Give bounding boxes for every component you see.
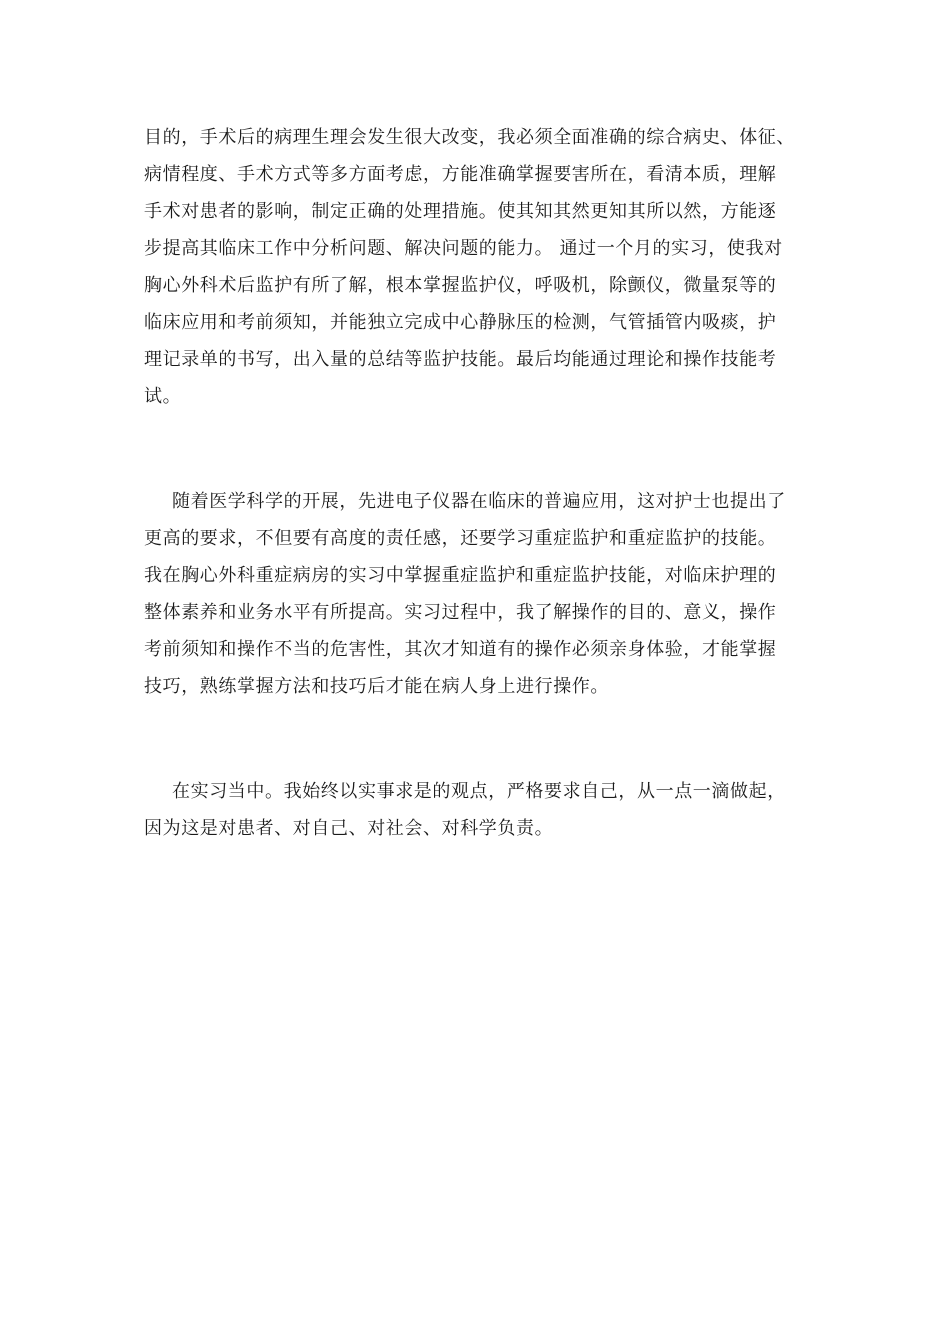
paragraph-line: 步提高其临床工作中分析问题、解决问题的能力。 通过一个月的实习，使我对 xyxy=(144,238,783,259)
paragraph-line: 临床应用和考前须知，并能独立完成中心静脉压的检测，气管插管内吸痰，护 xyxy=(144,312,777,333)
paragraph-line: 整体素养和业务水平有所提高。实习过程中，我了解操作的目的、意义，操作 xyxy=(144,602,777,623)
paragraph-line: 手术对患者的影响，制定正确的处理措施。使其知其然更知其所以然，方能逐 xyxy=(144,201,777,222)
paragraph-line: 在实习当中。我始终以实事求是的观点，严格要求自己，从一点一滴做起， xyxy=(172,781,786,802)
paragraph-line: 理记录单的书写，出入量的总结等监护技能。最后均能通过理论和操作技能考 xyxy=(144,349,777,370)
paragraph-line: 试。 xyxy=(144,386,182,407)
paragraph-line: 目的，手术后的病理生理会发生很大改变，我必须全面准确的综合病史、体征、 xyxy=(144,127,795,148)
paragraph-line: 随着医学科学的开展，先进电子仪器在临床的普遍应用，这对护士也提出了 xyxy=(172,491,786,512)
paragraph-line: 胸心外科术后监护有所了解，根本掌握监护仪，呼吸机，除颤仪，微量泵等的 xyxy=(144,275,777,296)
paragraph-line: 因为这是对患者、对自己、对社会、对科学负责。 xyxy=(144,818,554,839)
paragraph-line: 考前须知和操作不当的危害性，其次才知道有的操作必须亲身体验，才能掌握 xyxy=(144,639,777,660)
paragraph-line: 病情程度、手术方式等多方面考虑，方能准确掌握要害所在，看清本质，理解 xyxy=(144,164,777,185)
paragraph-line: 技巧，熟练掌握方法和技巧后才能在病人身上进行操作。 xyxy=(144,676,609,697)
paragraph-line: 更高的要求，不但要有高度的责任感，还要学习重症监护和重症监护的技能。 xyxy=(144,528,777,549)
paragraph-line: 我在胸心外科重症病房的实习中掌握重症监护和重症监护技能，对临床护理的 xyxy=(144,565,777,586)
